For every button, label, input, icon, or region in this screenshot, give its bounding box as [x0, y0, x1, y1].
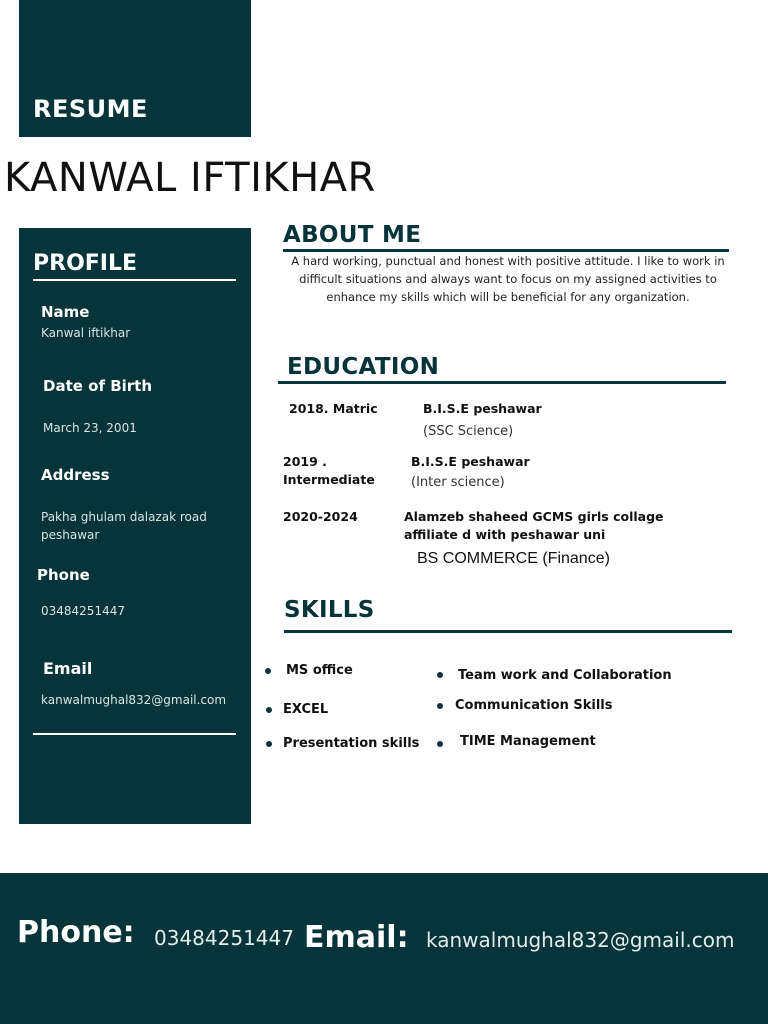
profile-name-label: Name — [41, 303, 90, 321]
profile-divider-bottom — [33, 733, 236, 735]
about-text: A hard working, punctual and honest with positive attitude. I like to work in difficult situations and always want to focus on my assigned activities to enhance my skills which will be beneficial for any organization. — [291, 254, 725, 304]
skills-heading: SKILLS — [284, 597, 375, 623]
skill-left-3: Presentation skills — [283, 736, 420, 751]
edu-1-year: 2018. Matric — [289, 401, 378, 416]
profile-heading: PROFILE — [33, 251, 138, 276]
skill-right-2: Communication Skills — [455, 698, 613, 713]
profile-address-label: Address — [41, 466, 110, 484]
profile-address-line2: peshawar — [41, 528, 100, 542]
skill-right-1: Team work and Collaboration — [458, 668, 672, 683]
bullet-icon — [266, 741, 272, 747]
footer-phone-value: 03484251447 — [154, 926, 294, 950]
footer-email-label: Email: — [304, 920, 409, 955]
education-heading: EDUCATION — [287, 354, 440, 380]
resume-label: RESUME — [33, 95, 148, 123]
profile-dob-label: Date of Birth — [43, 377, 153, 395]
skill-right-3: TIME Management — [460, 734, 596, 749]
candidate-name: KANWAL IFTIKHAR — [4, 155, 376, 201]
about-heading: ABOUT ME — [283, 222, 422, 248]
skills-divider — [284, 630, 732, 633]
profile-address-line1: Pakha ghulam dalazak road — [41, 510, 207, 524]
edu-3-year: 2020-2024 — [283, 509, 358, 524]
bullet-icon — [437, 741, 443, 747]
profile-name-value: Kanwal iftikhar — [41, 326, 131, 340]
profile-email-value: kanwalmughal832@gmail.com — [41, 693, 227, 707]
edu-2-year: 2019 . — [283, 454, 327, 469]
footer-email-value: kanwalmughal832@gmail.com — [426, 928, 735, 952]
bullet-icon — [437, 672, 443, 678]
skill-left-1: MS office — [286, 663, 353, 678]
bullet-icon — [265, 668, 271, 674]
profile-divider-top — [33, 279, 236, 281]
profile-phone-value: 03484251447 — [41, 604, 125, 618]
profile-dob-value: March 23, 2001 — [43, 421, 137, 435]
profile-email-label: Email — [43, 659, 93, 678]
skill-left-2: EXCEL — [283, 702, 329, 717]
edu-1-detail: (SSC Science) — [423, 424, 514, 439]
bullet-icon — [437, 703, 443, 709]
education-divider — [278, 381, 726, 384]
edu-3-institution: Alamzeb shaheed GCMS girls collage — [404, 509, 664, 524]
edu-3-detail: BS COMMERCE (Finance) — [417, 550, 610, 567]
profile-phone-label: Phone — [37, 566, 90, 584]
footer-phone-label: Phone: — [17, 915, 135, 950]
edu-2-year-line2: Intermediate — [283, 472, 375, 487]
bullet-icon — [266, 707, 272, 713]
edu-3-institution-line2: affiliate d with peshawar uni — [404, 527, 606, 542]
edu-2-institution: B.I.S.E peshawar — [411, 454, 530, 469]
edu-1-institution: B.I.S.E peshawar — [423, 401, 542, 416]
edu-2-detail: (Inter science) — [411, 475, 505, 490]
